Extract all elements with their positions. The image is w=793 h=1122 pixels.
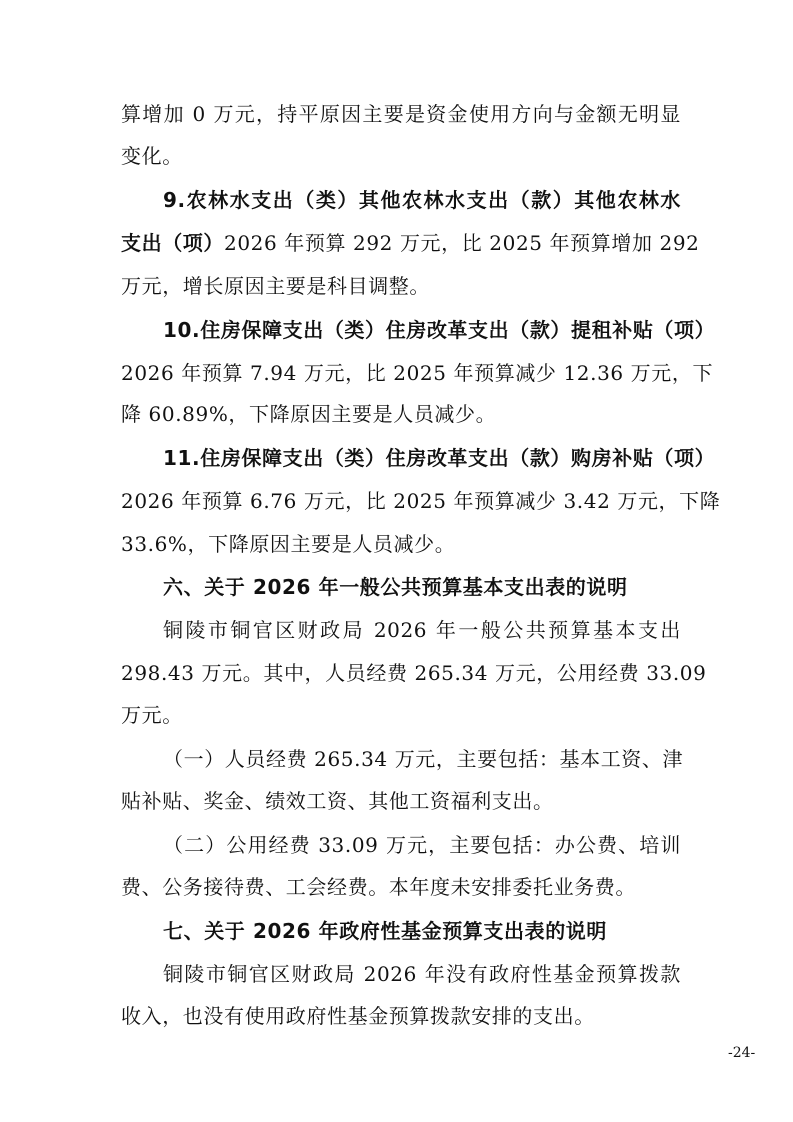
paragraph-line: 费、公务接待费、工会经费。本年度未安排委托业务费。 <box>121 875 636 899</box>
paragraph-line: 贴补贴、奖金、绩效工资、其他工资福利支出。 <box>121 789 554 813</box>
paragraph-line: 万元。 <box>121 703 183 727</box>
paragraph-line: （二）公用经费 33.09 万元，主要包括：办公费、培训 <box>163 833 681 857</box>
paragraph-line: 收入，也没有使用政府性基金预算拨款安排的支出。 <box>121 1004 595 1028</box>
item-heading-10: 10.住房保障支出（类）住房改革支出（款）提租补贴（项） <box>163 318 716 342</box>
paragraph-line: 万元，增长原因主要是科目调整。 <box>121 274 430 298</box>
paragraph-line: 降 60.89%，下降原因主要是人员减少。 <box>121 402 497 426</box>
item-9-line <box>121 229 700 257</box>
page-number: -24- <box>728 1045 756 1061</box>
section-heading-7: 七、关于 2026 年政府性基金预算支出表的说明 <box>163 919 607 943</box>
paragraph-line: 2026 年预算 6.76 万元，比 2025 年预算减少 3.42 万元，下降 <box>121 489 721 513</box>
paragraph-line: 铜陵市铜官区财政局 2026 年一般公共预算基本支出 <box>163 618 681 642</box>
paragraph-line: 2026 年预算 7.94 万元，比 2025 年预算减少 12.36 万元，下 <box>121 361 714 385</box>
item-heading-9-cont: 支出（项） <box>121 231 224 255</box>
section-heading-6: 六、关于 2026 年一般公共预算基本支出表的说明 <box>163 575 628 599</box>
paragraph-line: 算增加 0 万元，持平原因主要是资金使用方向与金额无明显 <box>121 102 681 126</box>
item-heading-11: 11.住房保障支出（类）住房改革支出（款）购房补贴（项） <box>163 446 716 470</box>
item-9-text: 2026 年预算 292 万元，比 2025 年预算增加 292 <box>224 231 700 255</box>
paragraph-line: 铜陵市铜官区财政局 2026 年没有政府性基金预算拨款 <box>163 962 681 986</box>
item-heading-9: 9.农林水支出（类）其他农林水支出（款）其他农林水 <box>163 188 681 212</box>
paragraph-line: 298.43 万元。其中，人员经费 265.34 万元，公用经费 33.09 <box>121 661 707 685</box>
paragraph-line: （一）人员经费 265.34 万元，主要包括：基本工资、津 <box>163 747 684 771</box>
paragraph-line: 变化。 <box>121 144 183 168</box>
paragraph-line: 33.6%，下降原因主要是人员减少。 <box>121 532 456 556</box>
